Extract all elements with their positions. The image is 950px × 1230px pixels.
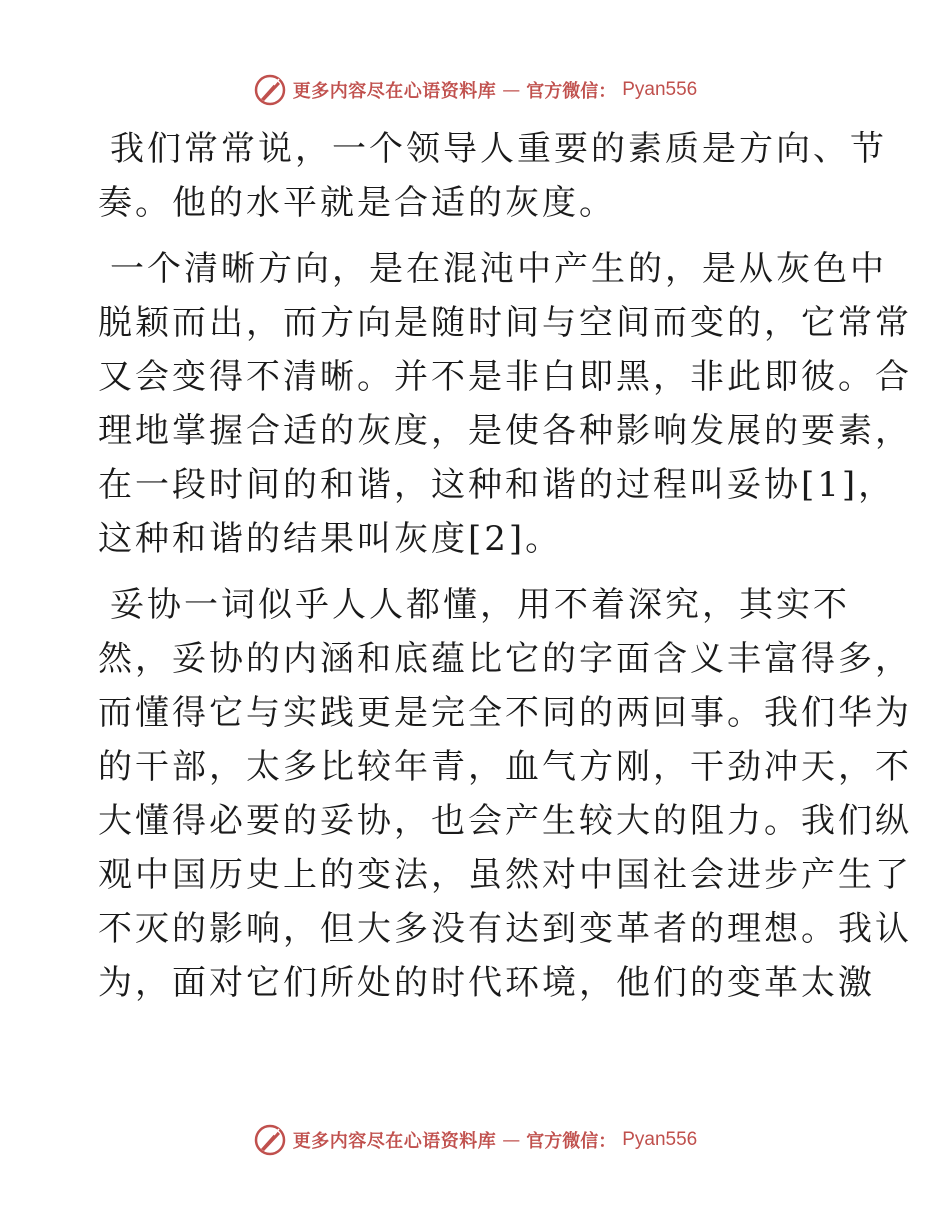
watermark-footer	[0, 1120, 950, 1160]
text-line: 妥协一词似乎人人都懂，用不着深究，其实不	[110, 585, 850, 625]
paragraph-2	[98, 242, 912, 566]
watermark-text: 更多内容尽在心语资料库	[292, 1131, 497, 1152]
quill-logo-icon	[253, 73, 287, 107]
watermark-separator: —	[502, 79, 521, 101]
text-line: 然，妥协的内涵和底蕴比它的字面含义丰富得多，	[98, 639, 912, 679]
watermark-wechat-label: 官方微信：	[526, 81, 617, 102]
text-line: 又会变得不清晰。并不是非白即黑，非此即彼。合	[98, 357, 912, 397]
watermark-header	[0, 70, 950, 110]
text-line: 观中国历史上的变法，虽然对中国社会进步产生了	[98, 855, 912, 895]
text-line: 这种和谐的结果叫灰度[2]。	[98, 519, 563, 559]
watermark-text: 更多内容尽在心语资料库	[292, 81, 497, 102]
text-line: 不灭的影响，但大多没有达到变革者的理想。我认	[98, 909, 912, 949]
text-line: 在一段时间的和谐，这种和谐的过程叫妥协[1]，	[98, 465, 896, 505]
document-body	[98, 122, 912, 1022]
quill-logo-icon	[253, 1123, 287, 1157]
text-line: 为，面对它们所处的时代环境，他们的变革太激	[98, 963, 875, 1003]
watermark-wechat-id: Pyan556	[622, 1129, 698, 1150]
watermark-separator: —	[502, 1129, 521, 1151]
text-line: 我们常常说，一个领导人重要的素质是方向、节	[110, 129, 887, 169]
text-line: 脱颖而出，而方向是随时间与空间而变的，它常常	[98, 303, 912, 343]
text-line: 奏。他的水平就是合适的灰度。	[98, 183, 616, 223]
paragraph-3	[98, 578, 912, 1010]
text-line: 大懂得必要的妥协，也会产生较大的阻力。我们纵	[98, 801, 912, 841]
text-line: 一个清晰方向，是在混沌中产生的，是从灰色中	[110, 249, 887, 289]
watermark-wechat-id: Pyan556	[622, 79, 698, 100]
paragraph-1	[98, 122, 887, 230]
text-line: 而懂得它与实践更是完全不同的两回事。我们华为	[98, 693, 912, 733]
text-line: 的干部，太多比较年青，血气方刚，干劲冲天，不	[98, 747, 912, 787]
text-line: 理地掌握合适的灰度，是使各种影响发展的要素，	[98, 411, 912, 451]
watermark-wechat-label: 官方微信：	[526, 1131, 617, 1152]
